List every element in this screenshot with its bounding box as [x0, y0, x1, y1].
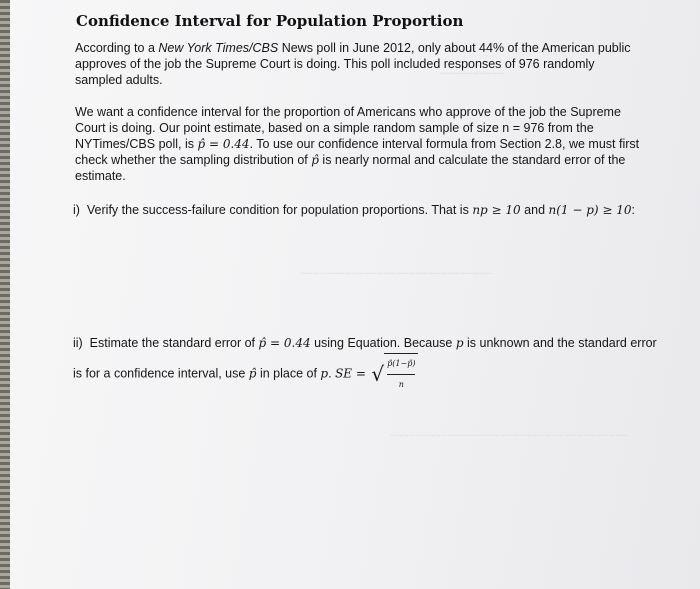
context-text-2: . To use our confidence interval formula from Section 2.8, we must first check whether the sampling distribution of — [75, 137, 640, 167]
condition-nq: n(1 − p) ≥ 10 — [548, 203, 632, 217]
worksheet-page — [10, 0, 700, 589]
fraction — [384, 353, 418, 395]
question-ii-text-1: Estimate the standard error of — [89, 336, 259, 350]
intro-source: New York Times/CBS — [158, 41, 279, 55]
intro-paragraph — [75, 40, 640, 88]
question-i-text: Verify the success-failure condition for population proportions. That is — [86, 203, 473, 217]
question-ii-text-2: using Equation. Because — [310, 336, 456, 350]
notebook-binding-edge — [0, 0, 10, 589]
bleed-through-text: ~~~~~~~~~~~~~~~~~~~~~~~~~~~~~~ — [300, 268, 493, 280]
question-i-and: and — [520, 203, 549, 217]
question-i-marker: i) — [73, 203, 80, 217]
question-ii-text-4: in place of — [256, 366, 321, 381]
question-ii-text-3: is unknown and the standard error is for a confidence interval, use — [73, 336, 657, 381]
condition-np: np ≥ 10 — [472, 203, 521, 217]
intro-text-post: News poll in June 2012, only about 44% of the American public approves of the job the Supreme Court is doing. This poll included responses of 976 randomly sampled adults. — [75, 41, 631, 87]
question-i — [73, 203, 635, 217]
phat-symbol-2: p̂ — [248, 366, 257, 381]
fraction-numerator: p̂(1−p̂) — [387, 354, 415, 375]
context-text-3: is nearly normal and calculate the standard error of the estimate. — [75, 153, 626, 183]
phat-equation-2: p̂ = 0.44 — [258, 336, 311, 350]
bleed-through-text: ~~~~~~~~~~~~~~~~~~~~~~~~~~~~~~~~~~~~~ — [390, 430, 628, 442]
se-formula — [371, 353, 418, 395]
p-symbol-2: p — [320, 366, 329, 381]
p-symbol: p — [455, 336, 464, 350]
question-ii-marker: ii) — [73, 336, 83, 350]
phat-equation: p̂ = 0.44 — [197, 137, 250, 151]
fraction-denominator: n — [398, 380, 404, 389]
question-ii-text-5: . — [328, 366, 332, 381]
question-i-end: : — [631, 203, 636, 217]
page-title: Confidence Interval for Population Proportion — [76, 12, 464, 30]
question-ii — [73, 333, 663, 395]
context-text-1: We want a confidence interval for the proportion of Americans who approve of the job the Supreme Court is doing. Our point estimate, based on a simple random sample of size n = 976 from the NYTimes/CBS poll, is — [75, 105, 621, 151]
phat-symbol: p̂ — [311, 153, 319, 167]
sqrt-symbol: √ — [371, 362, 385, 386]
intro-text-pre: According to a — [75, 41, 159, 55]
se-label: SE = — [335, 366, 366, 381]
bleed-through-text: ~~~~~~~~~~ — [440, 68, 505, 80]
context-paragraph — [75, 104, 640, 184]
